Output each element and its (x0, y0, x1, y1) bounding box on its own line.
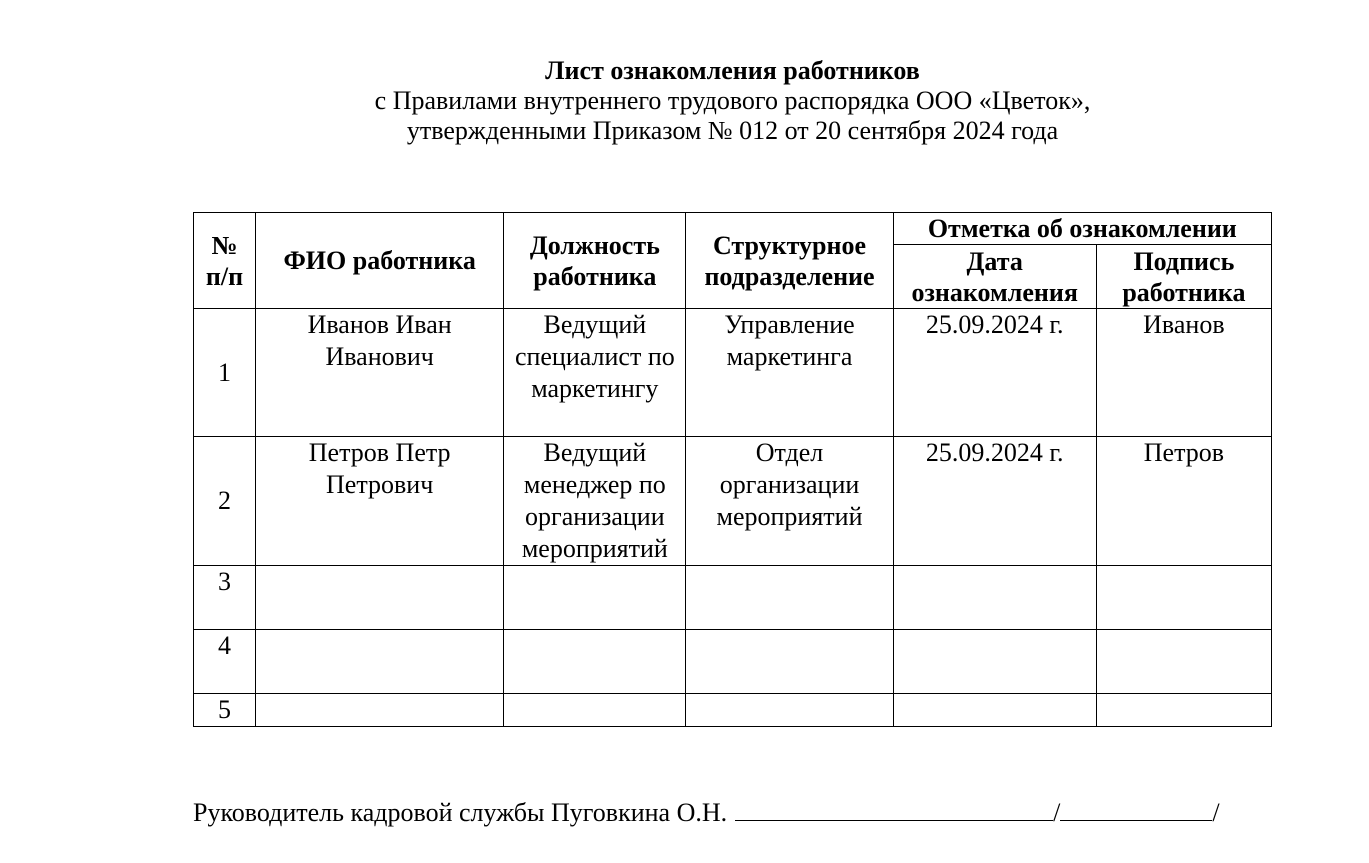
cell-position: Ведущий специалист по маркетингу (504, 309, 686, 437)
title-line-3: утвержденными Приказом № 012 от 20 сентября 2024 года (406, 116, 1059, 145)
table-row (194, 630, 1272, 694)
cell-num: 4 (194, 630, 256, 694)
cell-name (256, 630, 504, 694)
footer-separator: / (1053, 798, 1061, 827)
cell-date (893, 630, 1096, 694)
cell-signature: Иванов (1096, 309, 1271, 437)
cell-date: 25.09.2024 г. (893, 309, 1096, 437)
cell-name (256, 694, 504, 727)
acknowledgment-table (193, 212, 1272, 727)
cell-position (504, 694, 686, 727)
header-position: Должность работника (504, 213, 686, 309)
cell-date: 25.09.2024 г. (893, 437, 1096, 566)
cell-name: Иванов Иван Иванович (256, 309, 504, 437)
header-num: № п/п (194, 213, 256, 309)
cell-date (893, 566, 1096, 630)
cell-signature (1096, 630, 1271, 694)
header-signature: Подпись работника (1096, 245, 1271, 309)
table-row (194, 309, 1272, 437)
table-row (194, 437, 1272, 566)
cell-signature: Петров (1096, 437, 1271, 566)
cell-department (686, 566, 893, 630)
cell-department: Отдел организации мероприятий (686, 437, 893, 566)
header-department: Структурное подразделение (686, 213, 893, 309)
cell-num: 5 (194, 694, 256, 727)
table-row (194, 566, 1272, 630)
cell-num: 1 (194, 309, 256, 437)
footer-label: Руководитель кадровой службы Пуговкина О.Н. (193, 798, 728, 827)
header-acknowledgment-group: Отметка об ознакомлении (893, 213, 1271, 245)
cell-position (504, 566, 686, 630)
header-date: Дата ознакомления (893, 245, 1096, 309)
cell-signature (1096, 566, 1271, 630)
cell-department: Управление маркетинга (686, 309, 893, 437)
cell-date (893, 694, 1096, 727)
name-line[interactable] (1060, 796, 1212, 821)
cell-position: Ведущий менеджер по организации мероприятий (504, 437, 686, 566)
cell-department (686, 694, 893, 727)
cell-name (256, 566, 504, 630)
table-row (194, 694, 1272, 727)
title-line-2: с Правилами внутреннего трудового распорядка ООО «Цветок», (374, 86, 1091, 115)
footer-end: / (1212, 798, 1220, 827)
cell-position (504, 630, 686, 694)
signature-line[interactable] (735, 796, 1053, 821)
cell-num: 3 (194, 566, 256, 630)
signature-footer (193, 796, 1220, 828)
header-name: ФИО работника (256, 213, 504, 309)
document-title (0, 56, 1369, 146)
title-line-1: Лист ознакомления работников (545, 56, 920, 85)
cell-name: Петров Петр Петрович (256, 437, 504, 566)
cell-department (686, 630, 893, 694)
cell-num: 2 (194, 437, 256, 566)
cell-signature (1096, 694, 1271, 727)
